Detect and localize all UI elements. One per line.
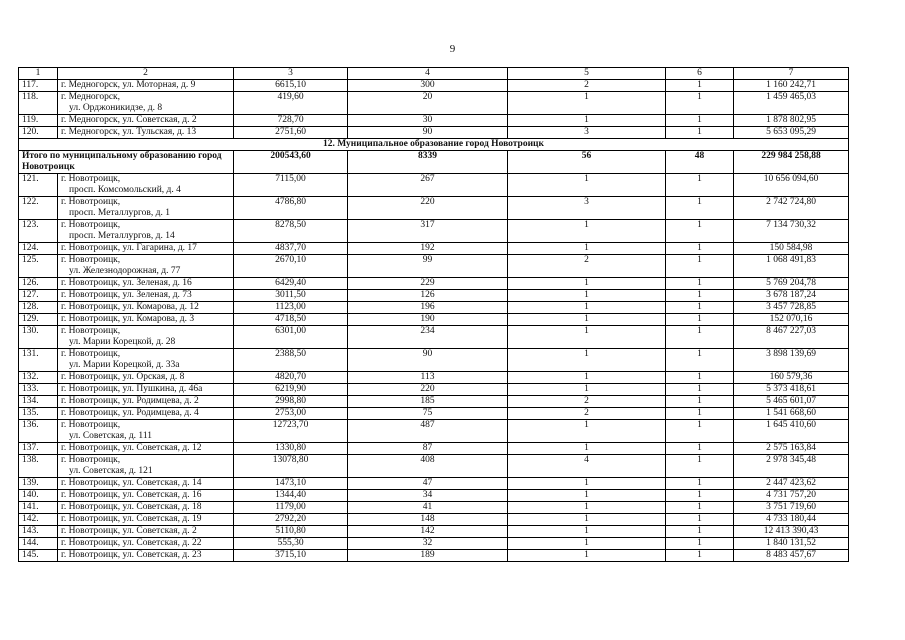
area-cell: 3715,10 xyxy=(234,550,348,562)
table-row xyxy=(19,302,849,314)
table-row xyxy=(19,80,849,92)
address-cell xyxy=(58,349,234,372)
area-cell: 7115,00 xyxy=(234,174,348,197)
address-cell xyxy=(58,243,234,255)
column-5-cell: 1 xyxy=(508,514,666,526)
area-cell: 4820,70 xyxy=(234,372,348,384)
table-row xyxy=(19,127,849,139)
total-row xyxy=(19,151,849,174)
table-row xyxy=(19,408,849,420)
area-cell: 1179,00 xyxy=(234,502,348,514)
total-residents: 8339 xyxy=(348,151,508,174)
column-5-cell: 2 xyxy=(508,396,666,408)
residents-cell: 90 xyxy=(348,127,508,139)
area-cell: 1344,40 xyxy=(234,490,348,502)
cost-cell: 1 840 131,52 xyxy=(734,538,849,550)
area-cell: 4786,80 xyxy=(234,197,348,220)
row-number: 144. xyxy=(19,538,58,550)
address-line: г. Новотроицк, xyxy=(61,420,121,430)
address-cell xyxy=(58,443,234,455)
residents-cell: 126 xyxy=(348,290,508,302)
area-cell: 1330,80 xyxy=(234,443,348,455)
table-row xyxy=(19,220,849,243)
row-number: 118. xyxy=(19,92,58,115)
address-line: ул. Марии Корецкой, д. 33а xyxy=(69,360,180,370)
cost-cell: 4 731 757,20 xyxy=(734,490,849,502)
address-cell xyxy=(58,174,234,197)
table-row xyxy=(19,455,849,478)
table-row xyxy=(19,326,849,349)
column-6-cell: 1 xyxy=(666,514,734,526)
column-5-cell: 1 xyxy=(508,220,666,243)
residents-cell: 99 xyxy=(348,255,508,278)
column-6-cell: 1 xyxy=(666,326,734,349)
table-row xyxy=(19,550,849,562)
total-cost: 229 984 258,88 xyxy=(734,151,849,174)
address-line: г. Новотроицк, xyxy=(61,197,121,207)
address-line: ул. Марии Корецкой, д. 28 xyxy=(69,337,176,347)
cost-cell: 10 656 094,60 xyxy=(734,174,849,197)
residents-cell: 487 xyxy=(348,420,508,443)
residents-cell: 317 xyxy=(348,220,508,243)
row-number: 138. xyxy=(19,455,58,478)
area-cell: 419,60 xyxy=(234,92,348,115)
residents-cell: 190 xyxy=(348,314,508,326)
address-cell xyxy=(58,220,234,243)
column-5-cell: 1 xyxy=(508,443,666,455)
section-title: 12. Муниципальное образование город Новотроицк xyxy=(19,139,849,151)
column-header: 7 xyxy=(734,68,849,80)
address-cell xyxy=(58,526,234,538)
cost-cell: 5 465 601,07 xyxy=(734,396,849,408)
column-5-cell: 1 xyxy=(508,538,666,550)
address-line: г. Новотроицк, ул. Родимцева, д. 2 xyxy=(61,396,199,406)
table-row xyxy=(19,314,849,326)
table-row xyxy=(19,502,849,514)
row-number: 122. xyxy=(19,197,58,220)
address-line: г. Новотроицк, xyxy=(61,455,121,465)
address-cell xyxy=(58,80,234,92)
column-6-cell: 1 xyxy=(666,278,734,290)
address-line: ул. Орджоникидзе, д. 8 xyxy=(69,103,163,113)
total-label: Итого по муниципальному образованию город Новотроицк xyxy=(19,151,234,174)
column-5-cell: 1 xyxy=(508,349,666,372)
row-number: 120. xyxy=(19,127,58,139)
table-row xyxy=(19,115,849,127)
address-line: г. Новотроицк, ул. Гагарина, д. 17 xyxy=(61,243,197,253)
area-cell: 1473,10 xyxy=(234,478,348,490)
row-number: 123. xyxy=(19,220,58,243)
residents-cell: 192 xyxy=(348,243,508,255)
page-number: 9 xyxy=(449,43,456,55)
row-number: 134. xyxy=(19,396,58,408)
column-number-row xyxy=(19,68,849,80)
column-5-cell: 1 xyxy=(508,243,666,255)
cost-cell: 4 733 180,44 xyxy=(734,514,849,526)
address-line: г. Новотроицк, ул. Орская, д. 8 xyxy=(61,372,185,382)
cost-cell: 5 373 418,61 xyxy=(734,384,849,396)
table-row xyxy=(19,526,849,538)
housing-register-table xyxy=(18,67,849,562)
cost-cell: 5 653 095,29 xyxy=(734,127,849,139)
address-cell xyxy=(58,384,234,396)
address-line: г. Новотроицк, xyxy=(61,220,121,230)
area-cell: 13078,80 xyxy=(234,455,348,478)
address-line: просп. Комсомольский, д. 4 xyxy=(69,185,181,195)
residents-cell: 300 xyxy=(348,80,508,92)
address-line: г. Новотроицк, ул. Советская, д. 16 xyxy=(61,490,202,500)
table-row xyxy=(19,255,849,278)
address-cell xyxy=(58,92,234,115)
column-5-cell: 2 xyxy=(508,80,666,92)
address-line: ул. Железнодорожная, д. 77 xyxy=(69,266,181,276)
address-cell xyxy=(58,290,234,302)
row-number: 130. xyxy=(19,326,58,349)
address-line: г. Медногорск, ул. Тульская, д. 13 xyxy=(61,127,197,137)
address-line: г. Новотроицк, ул. Зеленая, д. 16 xyxy=(61,278,192,288)
residents-cell: 90 xyxy=(348,349,508,372)
row-number: 125. xyxy=(19,255,58,278)
area-cell: 2751,60 xyxy=(234,127,348,139)
column-6-cell: 1 xyxy=(666,372,734,384)
column-5-cell: 1 xyxy=(508,92,666,115)
address-cell xyxy=(58,408,234,420)
column-6-cell: 1 xyxy=(666,302,734,314)
cost-cell: 5 769 204,78 xyxy=(734,278,849,290)
table-row xyxy=(19,290,849,302)
address-line: г. Новотроицк, ул. Советская, д. 23 xyxy=(61,550,202,560)
row-number: 142. xyxy=(19,514,58,526)
residents-cell: 20 xyxy=(348,92,508,115)
column-6-cell: 1 xyxy=(666,314,734,326)
cost-cell: 160 579,36 xyxy=(734,372,849,384)
column-6-cell: 1 xyxy=(666,220,734,243)
cost-cell: 150 584,98 xyxy=(734,243,849,255)
residents-cell: 32 xyxy=(348,538,508,550)
address-line: г. Медногорск, xyxy=(61,92,121,102)
column-6-cell: 1 xyxy=(666,127,734,139)
address-cell xyxy=(58,115,234,127)
row-number: 139. xyxy=(19,478,58,490)
area-cell: 4837,70 xyxy=(234,243,348,255)
table-row xyxy=(19,384,849,396)
address-line: г. Медногорск, ул. Советская, д. 2 xyxy=(61,115,197,125)
address-line: г. Новотроицк, xyxy=(61,255,121,265)
column-5-cell: 1 xyxy=(508,550,666,562)
row-number: 132. xyxy=(19,372,58,384)
area-cell: 12723,70 xyxy=(234,420,348,443)
column-6-cell: 1 xyxy=(666,243,734,255)
residents-cell: 47 xyxy=(348,478,508,490)
address-line: г. Новотроицк, xyxy=(61,174,121,184)
column-5-cell: 1 xyxy=(508,174,666,197)
cost-cell: 1 541 668,60 xyxy=(734,408,849,420)
address-cell xyxy=(58,538,234,550)
column-6-cell: 1 xyxy=(666,80,734,92)
cost-cell: 1 459 465,03 xyxy=(734,92,849,115)
table-row xyxy=(19,278,849,290)
address-cell xyxy=(58,197,234,220)
address-line: ул. Советская, д. 121 xyxy=(69,466,153,476)
cost-cell: 2 575 163,84 xyxy=(734,443,849,455)
row-number: 143. xyxy=(19,526,58,538)
column-5-cell: 1 xyxy=(508,278,666,290)
residents-cell: 229 xyxy=(348,278,508,290)
column-5-cell: 2 xyxy=(508,408,666,420)
area-cell: 8278,50 xyxy=(234,220,348,243)
address-line: г. Новотроицк, ул. Пушкина, д. 46а xyxy=(61,384,203,394)
address-line: г. Новотроицк, ул. Комарова, д. 3 xyxy=(61,314,195,324)
column-6-cell: 1 xyxy=(666,550,734,562)
row-number: 135. xyxy=(19,408,58,420)
column-5-cell: 1 xyxy=(508,326,666,349)
column-6-cell: 1 xyxy=(666,396,734,408)
column-header: 3 xyxy=(234,68,348,80)
column-5-cell: 3 xyxy=(508,197,666,220)
table-row xyxy=(19,538,849,550)
row-number: 140. xyxy=(19,490,58,502)
column-6-cell: 1 xyxy=(666,443,734,455)
address-line: просп. Металлургов, д. 14 xyxy=(69,231,175,241)
table-row xyxy=(19,243,849,255)
table-row xyxy=(19,443,849,455)
column-6-cell: 1 xyxy=(666,455,734,478)
column-6-cell: 1 xyxy=(666,115,734,127)
address-cell xyxy=(58,326,234,349)
address-line: г. Новотроицк, ул. Советская, д. 19 xyxy=(61,514,202,524)
section-title-row xyxy=(19,139,849,151)
table-row xyxy=(19,92,849,115)
address-line: г. Новотроицк, ул. Советская, д. 22 xyxy=(61,538,202,548)
area-cell: 6301,00 xyxy=(234,326,348,349)
residents-cell: 113 xyxy=(348,372,508,384)
table-body xyxy=(19,68,849,562)
table-row xyxy=(19,420,849,443)
area-cell: 2388,50 xyxy=(234,349,348,372)
column-6-cell: 1 xyxy=(666,538,734,550)
column-5-cell: 1 xyxy=(508,290,666,302)
area-cell: 6615,10 xyxy=(234,80,348,92)
column-5-cell: 1 xyxy=(508,490,666,502)
address-line: г. Новотроицк, ул. Комарова, д. 12 xyxy=(61,302,199,312)
address-cell xyxy=(58,550,234,562)
residents-cell: 142 xyxy=(348,526,508,538)
column-header: 4 xyxy=(348,68,508,80)
column-5-cell: 1 xyxy=(508,384,666,396)
column-header: 2 xyxy=(58,68,234,80)
residents-cell: 185 xyxy=(348,396,508,408)
cost-cell: 8 483 457,67 xyxy=(734,550,849,562)
column-6-cell: 1 xyxy=(666,174,734,197)
row-number: 141. xyxy=(19,502,58,514)
column-5-cell: 1 xyxy=(508,314,666,326)
address-line: г. Новотроицк, xyxy=(61,326,121,336)
column-5-cell: 1 xyxy=(508,302,666,314)
row-number: 117. xyxy=(19,80,58,92)
address-cell xyxy=(58,490,234,502)
column-5-cell: 1 xyxy=(508,526,666,538)
residents-cell: 234 xyxy=(348,326,508,349)
row-number: 129. xyxy=(19,314,58,326)
address-cell xyxy=(58,396,234,408)
row-number: 133. xyxy=(19,384,58,396)
row-number: 121. xyxy=(19,174,58,197)
cost-cell: 2 742 724,80 xyxy=(734,197,849,220)
column-5-cell: 1 xyxy=(508,478,666,490)
column-5-cell: 1 xyxy=(508,502,666,514)
column-header: 1 xyxy=(19,68,58,80)
address-line: г. Новотроицк, ул. Советская, д. 12 xyxy=(61,443,202,453)
column-5-cell: 1 xyxy=(508,372,666,384)
row-number: 136. xyxy=(19,420,58,443)
residents-cell: 148 xyxy=(348,514,508,526)
address-cell xyxy=(58,255,234,278)
area-cell: 5110,80 xyxy=(234,526,348,538)
address-cell xyxy=(58,278,234,290)
row-number: 131. xyxy=(19,349,58,372)
area-cell: 2792,20 xyxy=(234,514,348,526)
table-row xyxy=(19,490,849,502)
cost-cell: 7 134 730,32 xyxy=(734,220,849,243)
residents-cell: 267 xyxy=(348,174,508,197)
area-cell: 728,70 xyxy=(234,115,348,127)
area-cell: 2670,10 xyxy=(234,255,348,278)
table-row xyxy=(19,396,849,408)
address-line: просп. Металлургов, д. 1 xyxy=(69,208,170,218)
address-line: г. Новотроицк, ул. Родимцева, д. 4 xyxy=(61,408,199,418)
area-cell: 1123,00 xyxy=(234,302,348,314)
table-row xyxy=(19,372,849,384)
column-6-cell: 1 xyxy=(666,478,734,490)
column-5-cell: 1 xyxy=(508,420,666,443)
cost-cell: 3 898 139,69 xyxy=(734,349,849,372)
address-cell xyxy=(58,478,234,490)
column-6-cell: 1 xyxy=(666,502,734,514)
residents-cell: 41 xyxy=(348,502,508,514)
table-row xyxy=(19,514,849,526)
cost-cell: 12 413 390,43 xyxy=(734,526,849,538)
column-5-cell: 4 xyxy=(508,455,666,478)
row-number: 127. xyxy=(19,290,58,302)
column-header: 5 xyxy=(508,68,666,80)
cost-cell: 1 878 802,95 xyxy=(734,115,849,127)
table-row xyxy=(19,174,849,197)
address-cell xyxy=(58,502,234,514)
address-cell xyxy=(58,514,234,526)
cost-cell: 8 467 227,03 xyxy=(734,326,849,349)
column-6-cell: 1 xyxy=(666,490,734,502)
table-row xyxy=(19,197,849,220)
row-number: 119. xyxy=(19,115,58,127)
address-line: г. Новотроицк, ул. Советская, д. 18 xyxy=(61,502,202,512)
column-6-cell: 1 xyxy=(666,420,734,443)
residents-cell: 220 xyxy=(348,197,508,220)
residents-cell: 87 xyxy=(348,443,508,455)
column-5-cell: 3 xyxy=(508,127,666,139)
column-6-cell: 1 xyxy=(666,197,734,220)
cost-cell: 1 160 242,71 xyxy=(734,80,849,92)
row-number: 128. xyxy=(19,302,58,314)
table-row xyxy=(19,478,849,490)
address-cell xyxy=(58,314,234,326)
area-cell: 2998,80 xyxy=(234,396,348,408)
address-line: г. Новотроицк, ул. Советская, д. 2 xyxy=(61,526,197,536)
column-header: 6 xyxy=(666,68,734,80)
area-cell: 555,30 xyxy=(234,538,348,550)
table-row xyxy=(19,349,849,372)
cost-cell: 1 645 410,60 xyxy=(734,420,849,443)
address-line: г. Новотроицк, ул. Зеленая, д. 73 xyxy=(61,290,192,300)
cost-cell: 2 447 423,62 xyxy=(734,478,849,490)
total-column-5: 56 xyxy=(508,151,666,174)
row-number: 145. xyxy=(19,550,58,562)
row-number: 137. xyxy=(19,443,58,455)
total-area: 200543,60 xyxy=(234,151,348,174)
address-cell xyxy=(58,420,234,443)
cost-cell: 3 751 719,60 xyxy=(734,502,849,514)
residents-cell: 189 xyxy=(348,550,508,562)
address-cell xyxy=(58,455,234,478)
residents-cell: 408 xyxy=(348,455,508,478)
area-cell: 6429,40 xyxy=(234,278,348,290)
residents-cell: 34 xyxy=(348,490,508,502)
address-line: г. Новотроицк, ул. Советская, д. 14 xyxy=(61,478,202,488)
area-cell: 6219,90 xyxy=(234,384,348,396)
cost-cell: 3 678 187,24 xyxy=(734,290,849,302)
address-line: ул. Советская, д. 111 xyxy=(69,431,152,441)
column-6-cell: 1 xyxy=(666,349,734,372)
address-cell xyxy=(58,302,234,314)
address-line: г. Медногорск, ул. Моторная, д. 9 xyxy=(61,80,196,90)
column-6-cell: 1 xyxy=(666,526,734,538)
address-line: г. Новотроицк, xyxy=(61,349,121,359)
cost-cell: 2 978 345,48 xyxy=(734,455,849,478)
column-6-cell: 1 xyxy=(666,290,734,302)
cost-cell: 3 457 728,85 xyxy=(734,302,849,314)
column-5-cell: 1 xyxy=(508,115,666,127)
address-cell xyxy=(58,372,234,384)
row-number: 126. xyxy=(19,278,58,290)
residents-cell: 75 xyxy=(348,408,508,420)
area-cell: 3011,50 xyxy=(234,290,348,302)
column-6-cell: 1 xyxy=(666,408,734,420)
cost-cell: 1 068 491,83 xyxy=(734,255,849,278)
column-5-cell: 2 xyxy=(508,255,666,278)
area-cell: 4718,50 xyxy=(234,314,348,326)
address-cell xyxy=(58,127,234,139)
residents-cell: 196 xyxy=(348,302,508,314)
residents-cell: 220 xyxy=(348,384,508,396)
column-6-cell: 1 xyxy=(666,255,734,278)
cost-cell: 152 070,16 xyxy=(734,314,849,326)
column-6-cell: 1 xyxy=(666,384,734,396)
area-cell: 2753,00 xyxy=(234,408,348,420)
column-6-cell: 1 xyxy=(666,92,734,115)
total-column-6: 48 xyxy=(666,151,734,174)
row-number: 124. xyxy=(19,243,58,255)
residents-cell: 30 xyxy=(348,115,508,127)
